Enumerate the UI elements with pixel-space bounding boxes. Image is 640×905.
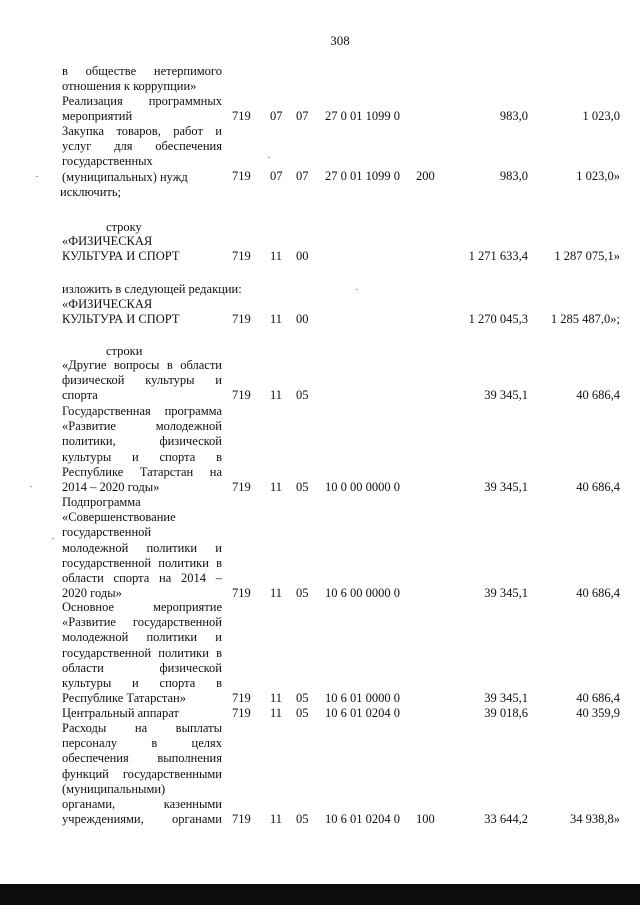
desc-line: 2014 – 2020 годы» xyxy=(62,479,160,494)
ministry-code: 719 xyxy=(232,480,251,494)
desc-line: «ФИЗИЧЕСКАЯ xyxy=(62,234,153,248)
desc-line: мероприятий xyxy=(62,109,133,124)
amount-year2: 1 287 075,1» xyxy=(554,249,620,263)
amount-year1: 39 345,1 xyxy=(484,586,528,600)
scan-speck xyxy=(356,289,358,290)
desc-line: государственной политики в xyxy=(62,555,222,570)
desc-line: Закупка товаров, работ и xyxy=(62,124,222,138)
desc-line: области физической xyxy=(62,660,222,675)
desc-line: государственной политики в xyxy=(62,645,222,660)
desc-line: физической культуры и xyxy=(62,373,222,388)
desc-line: (муниципальных) нужд xyxy=(62,169,188,184)
amount-year2: 40 686,4 xyxy=(576,586,620,600)
section-code: 07 xyxy=(270,169,283,183)
desc-line: функций государственными xyxy=(62,766,222,781)
amount-year1: 39 345,1 xyxy=(484,388,528,402)
row-description xyxy=(62,94,222,124)
desc-line: «Другие вопросы в области xyxy=(62,358,222,372)
desc-line: Основное мероприятие xyxy=(62,600,222,614)
subsection-code: 05 xyxy=(296,480,309,494)
section-code: 11 xyxy=(270,691,283,705)
section-code: 11 xyxy=(270,812,283,826)
subsection-code: 00 xyxy=(296,312,309,326)
subsection-code: 07 xyxy=(296,109,309,123)
row-description xyxy=(62,404,222,495)
scan-bottom-edge xyxy=(0,884,640,905)
row-description xyxy=(62,64,222,94)
ministry-code: 719 xyxy=(232,691,251,705)
target-article-code: 27 0 01 1099 0 xyxy=(325,169,400,183)
desc-line: государственных xyxy=(62,154,153,169)
section-code: 11 xyxy=(270,586,283,600)
desc-line: органами, казенными xyxy=(62,796,222,811)
desc-line: персоналу в целях xyxy=(62,736,222,751)
desc-line: Центральный аппарат xyxy=(62,706,179,720)
desc-line: Реализация программных xyxy=(62,94,222,108)
subsection-code: 05 xyxy=(296,812,309,826)
amount-year1: 39 018,6 xyxy=(484,706,528,720)
amount-year1: 39 345,1 xyxy=(484,691,528,705)
desc-line: «Развитие государственной xyxy=(62,615,222,630)
amount-year2: 40 686,4 xyxy=(576,480,620,494)
amount-year2: 1 285 487,0»; xyxy=(550,312,620,326)
desc-line: «ФИЗИЧЕСКАЯ xyxy=(62,297,153,311)
desc-line: Подпрограмма xyxy=(62,495,141,509)
desc-line: государственной xyxy=(62,525,152,540)
instruction-lines-label: строки xyxy=(106,344,143,358)
ministry-code: 719 xyxy=(232,169,251,183)
target-article-code: 10 6 01 0204 0 xyxy=(325,706,400,720)
amount-year1: 39 345,1 xyxy=(484,480,528,494)
desc-line: спорта xyxy=(62,388,98,403)
expense-type-code: 100 xyxy=(416,812,435,826)
desc-line: «Совершенствование xyxy=(62,510,176,525)
scan-speck xyxy=(30,486,32,487)
target-article-code: 10 6 00 0000 0 xyxy=(325,586,400,600)
section-code: 07 xyxy=(270,109,283,123)
ministry-code: 719 xyxy=(232,812,251,826)
desc-line: учреждениями, органами xyxy=(62,812,222,827)
amount-year2: 34 938,8» xyxy=(570,812,620,826)
ministry-code: 719 xyxy=(232,586,251,600)
amount-year1: 983,0 xyxy=(499,169,528,183)
amount-year2: 40 686,4 xyxy=(576,388,620,402)
subsection-code: 05 xyxy=(296,706,309,720)
instruction-line-label: строку xyxy=(106,220,142,234)
target-article-code: 27 0 01 1099 0 xyxy=(325,109,400,123)
desc-line: культуры и спорта в xyxy=(62,675,222,690)
desc-line: 2020 годы» xyxy=(62,586,122,601)
amount-year2: 1 023,0 xyxy=(582,109,620,123)
ministry-code: 719 xyxy=(232,388,251,402)
amount-year2: 40 359,9 xyxy=(576,706,620,720)
row-description xyxy=(62,706,222,721)
desc-line: (муниципальными) xyxy=(62,781,166,796)
scan-speck xyxy=(268,157,270,158)
desc-line: КУЛЬТУРА И СПОРТ xyxy=(62,249,180,264)
amount-year1: 33 644,2 xyxy=(484,812,528,826)
desc-line: Республике Татарстан на xyxy=(62,464,222,479)
desc-line: молодежной политики и xyxy=(62,630,222,645)
amount-year1: 1 271 633,4 xyxy=(468,249,528,263)
expense-type-code: 200 xyxy=(416,169,435,183)
section-code: 11 xyxy=(270,388,283,402)
scan-speck xyxy=(36,176,38,177)
amount-year2: 40 686,4 xyxy=(576,691,620,705)
subsection-code: 00 xyxy=(296,249,309,263)
row-description xyxy=(62,600,222,706)
ministry-code: 719 xyxy=(232,706,251,720)
row-description xyxy=(62,358,222,404)
desc-line: обеспечения выполнения xyxy=(62,751,222,766)
desc-line: услуг для обеспечения xyxy=(62,139,222,154)
desc-line: в обществе нетерпимого xyxy=(62,64,222,78)
target-article-code: 10 0 00 0000 0 xyxy=(325,480,400,494)
row-description xyxy=(62,721,222,827)
amount-year1: 1 270 045,3 xyxy=(468,312,528,326)
row-description xyxy=(62,124,222,185)
ministry-code: 719 xyxy=(232,312,251,326)
section-code: 11 xyxy=(270,312,283,326)
subsection-code: 07 xyxy=(296,169,309,183)
ministry-code: 719 xyxy=(232,109,251,123)
section-code: 11 xyxy=(270,480,283,494)
scan-speck xyxy=(52,538,54,539)
desc-line: молодежной политики и xyxy=(62,540,222,555)
desc-line: Расходы на выплаты xyxy=(62,721,222,735)
target-article-code: 10 6 01 0000 0 xyxy=(325,691,400,705)
desc-line: Республике Татарстан» xyxy=(62,691,186,706)
row-description xyxy=(62,495,222,601)
desc-line: отношения к коррупции» xyxy=(62,79,197,94)
desc-line: политики, физической xyxy=(62,434,222,449)
row-description xyxy=(62,234,222,264)
subsection-code: 05 xyxy=(296,388,309,402)
instruction-exclude: исключить; xyxy=(60,185,122,199)
section-code: 11 xyxy=(270,706,283,720)
desc-line: «Развитие молодежной xyxy=(62,419,222,434)
target-article-code: 10 6 01 0204 0 xyxy=(325,812,400,826)
ministry-code: 719 xyxy=(232,249,251,263)
page-number: 308 xyxy=(330,33,350,48)
instruction-replace: изложить в следующей редакции: xyxy=(62,282,242,296)
section-code: 11 xyxy=(270,249,283,263)
desc-line: культуры и спорта в xyxy=(62,449,222,464)
subsection-code: 05 xyxy=(296,691,309,705)
desc-line: области спорта на 2014 – xyxy=(62,570,222,585)
row-description xyxy=(62,297,222,327)
desc-line: КУЛЬТУРА И СПОРТ xyxy=(62,312,180,327)
amount-year1: 983,0 xyxy=(499,109,528,123)
amount-year2: 1 023,0» xyxy=(576,169,620,183)
subsection-code: 05 xyxy=(296,586,309,600)
desc-line: Государственная программа xyxy=(62,404,222,418)
